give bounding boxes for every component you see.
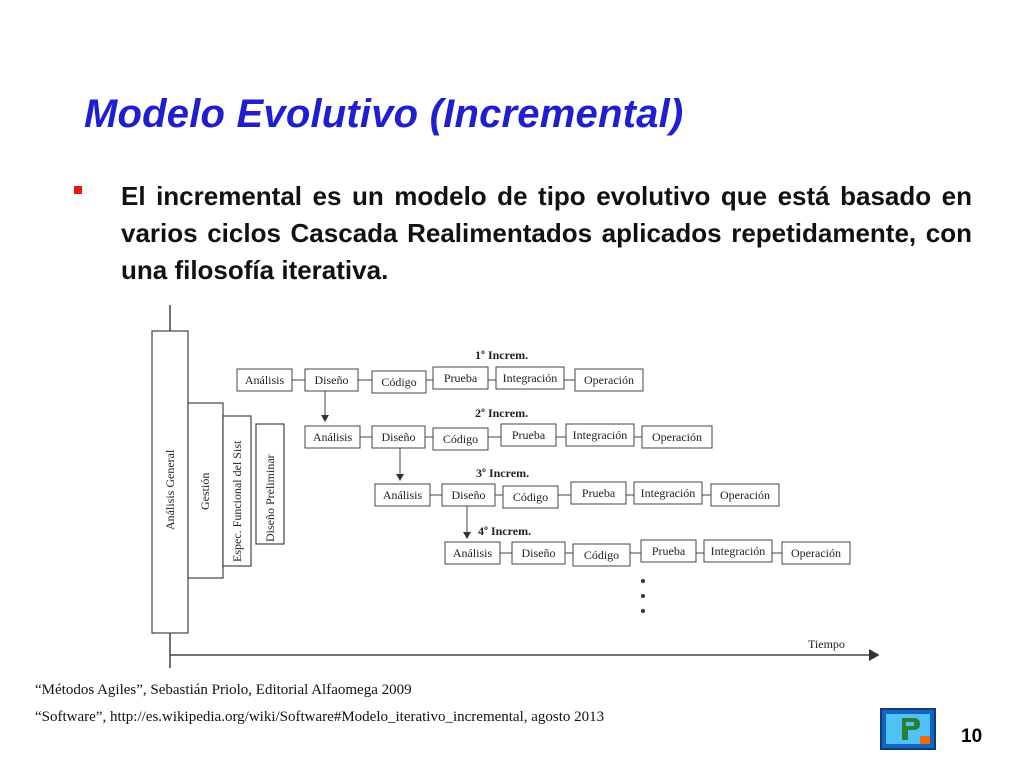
inc3-codigo-label: Código: [512, 490, 549, 504]
time-axis-label: Tiempo: [808, 637, 845, 651]
continuation-dot: [641, 594, 645, 598]
references: [35, 682, 604, 736]
inc1-prueba-label: Prueba: [443, 371, 478, 385]
inc1-diseno-label: Diseño: [314, 373, 349, 387]
logo-icon: [880, 708, 936, 750]
inc4-integracion-label: Integración: [710, 544, 766, 558]
inc2-operacion-label: Operación: [652, 430, 702, 444]
inc2-integracion-label: Integración: [572, 428, 628, 442]
inc3-prueba-label: Prueba: [581, 486, 616, 500]
inc3-integracion-label: Integración: [640, 486, 696, 500]
block-analisis-general-label: Análisis General: [163, 449, 177, 530]
inc4-codigo-label: Código: [583, 548, 620, 562]
bullet-text: El incremental es un modelo de tipo evolutivo que está basado en varios ciclos Cascada Realimentados aplicados repetidamente, con una filosofía iterativa.: [121, 181, 972, 285]
bullet-marker: [74, 186, 82, 194]
inc4-prueba-label: Prueba: [651, 544, 686, 558]
increment-1-label: 1º Increm.: [475, 348, 529, 362]
inc4-operacion-label: Operación: [791, 546, 841, 560]
increment-4-label: 4º Increm.: [478, 524, 532, 538]
inc2-analisis-label: Análisis: [312, 430, 353, 444]
increment-3-label: 3º Increm.: [476, 466, 530, 480]
inc3-analisis-label: Análisis: [382, 488, 423, 502]
page-number: 10: [961, 726, 983, 747]
incremental-diagram: [130, 300, 890, 672]
continuation-dot: [641, 609, 645, 613]
inc4-analisis-label: Análisis: [452, 546, 493, 560]
block-diseno-preliminar-label: Diseño Preliminar: [263, 454, 277, 542]
inc3-operacion-label: Operación: [720, 488, 770, 502]
continuation-dot: [641, 579, 645, 583]
reference-2: “Software”, http://es.wikipedia.org/wiki/Software#Modelo_iterativo_incremental, agosto 2013: [35, 709, 605, 725]
inc2-diseno-label: Diseño: [381, 430, 416, 444]
block-gestion-label: Gestión: [198, 472, 212, 510]
block-espec-funcional-label: Espec. Funcional del Sist: [230, 440, 244, 562]
inc4-diseno-label: Diseño: [521, 546, 556, 560]
slide-title: Modelo Evolutivo (Incremental): [84, 92, 684, 136]
inc3-diseno-label: Diseño: [451, 488, 486, 502]
reference-1: “Métodos Agiles”, Sebastián Priolo, Editorial Alfaomega 2009: [35, 682, 412, 698]
inc1-codigo-label: Código: [381, 375, 417, 389]
inc1-integracion-label: Integración: [502, 371, 558, 385]
increment-2-label: 2º Increm.: [475, 406, 529, 420]
inc2-codigo-label: Código: [442, 432, 479, 446]
inc2-prueba-label: Prueba: [511, 428, 546, 442]
inc1-analisis-label: Análisis: [244, 373, 285, 387]
inc1-operacion-label: Operación: [584, 373, 634, 387]
